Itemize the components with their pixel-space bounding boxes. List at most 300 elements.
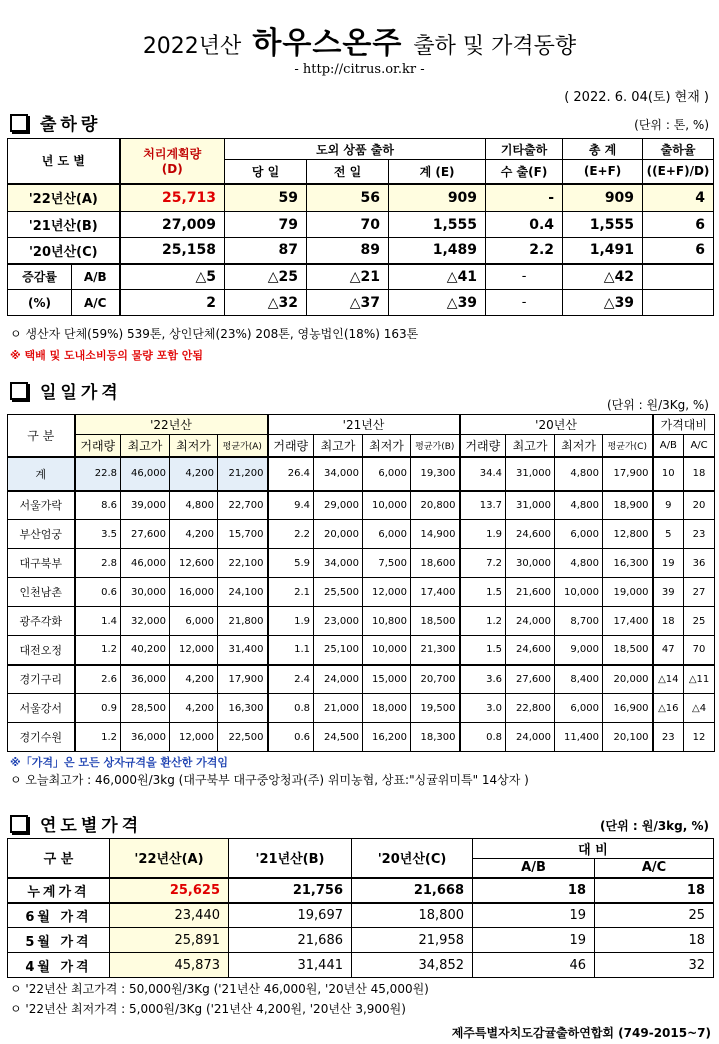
col-sum: 총 계 <box>563 139 643 160</box>
daily-section-header <box>10 378 122 403</box>
price-cell: 19,000 <box>603 578 653 607</box>
price-cell: 22.8 <box>75 457 121 491</box>
daily-note-price: ※「가격」은 모든 상자규격을 환산한 가격임 <box>10 756 229 769</box>
price-cell: 18 <box>595 878 714 903</box>
cell-plan: 27,009 <box>120 212 225 238</box>
price-cell: 31,000 <box>506 491 555 520</box>
price-cell: 4,800 <box>555 549 603 578</box>
price-cell: 4,200 <box>170 520 218 549</box>
price-cell: 21,300 <box>411 636 460 665</box>
cell-prev: 56 <box>307 184 389 212</box>
price-cell: 27,600 <box>506 665 555 694</box>
cell-sum: △42 <box>563 264 643 290</box>
price-cell: 18,500 <box>411 607 460 636</box>
price-cell: 0.6 <box>75 578 121 607</box>
yearly-price-table <box>7 838 714 978</box>
price-cell: 36,000 <box>121 665 170 694</box>
col-gubun: 구 분 <box>8 839 110 878</box>
price-cell: 12,600 <box>170 549 218 578</box>
cell-total: 1,489 <box>389 238 486 264</box>
table-row <box>8 953 714 978</box>
col-y20: '20년산 <box>460 415 653 435</box>
price-cell: 1.5 <box>460 636 506 665</box>
price-cell: 24,600 <box>506 520 555 549</box>
price-cell: 47 <box>653 636 684 665</box>
col-a: '22년산(A) <box>110 839 229 878</box>
price-cell: 34,000 <box>314 457 363 491</box>
price-cell: 30,000 <box>121 578 170 607</box>
price-cell: 0.6 <box>268 723 314 752</box>
price-cell: 23,000 <box>314 607 363 636</box>
col-ab: A/B <box>653 435 684 457</box>
price-cell: 20,000 <box>314 520 363 549</box>
cell-sum: 909 <box>563 184 643 212</box>
price-cell: 7,500 <box>363 549 411 578</box>
price-cell: 9.4 <box>268 491 314 520</box>
price-cell: 1.4 <box>75 607 121 636</box>
price-cell: 21,958 <box>352 928 473 953</box>
price-cell: 32 <box>595 953 714 978</box>
col-gubun: 구 분 <box>8 415 75 457</box>
price-cell: 12,000 <box>170 723 218 752</box>
price-cell: 30,000 <box>506 549 555 578</box>
price-cell: 40,200 <box>121 636 170 665</box>
table-row <box>8 457 715 491</box>
price-cell: 16,900 <box>603 694 653 723</box>
report-title <box>0 18 719 62</box>
cell-rate: 4 <box>643 184 714 212</box>
yearly-title: 연도별가격 <box>40 816 143 836</box>
price-cell: 25,625 <box>110 878 229 903</box>
table-row <box>8 238 714 264</box>
col-domestic: 도외 상품 출하 <box>225 139 486 160</box>
cell-today: 87 <box>225 238 307 264</box>
price-cell: 17,400 <box>411 578 460 607</box>
col-avg-c: 평균가(C) <box>603 435 653 457</box>
price-cell: 29,000 <box>314 491 363 520</box>
price-cell: 10,800 <box>363 607 411 636</box>
table-row <box>8 723 715 752</box>
price-cell: 46,000 <box>121 457 170 491</box>
col-year: 년 도 별 <box>8 139 120 184</box>
table-row <box>8 636 715 665</box>
price-cell: 2.6 <box>75 665 121 694</box>
price-cell: 4,200 <box>170 665 218 694</box>
report-header <box>0 0 719 110</box>
price-cell: 27,600 <box>121 520 170 549</box>
price-cell: 16,300 <box>603 549 653 578</box>
col-avg-b: 평균가(B) <box>411 435 460 457</box>
cell-today: 79 <box>225 212 307 238</box>
col-vol: 거래량 <box>268 435 314 457</box>
cell-rate: 6 <box>643 212 714 238</box>
yearly-note-min: ㅇ '22년산 최저가격 : 5,000원/3Kg ('21년산 4,200원, '20년산 3,900원) <box>10 1002 406 1016</box>
price-cell: 3.6 <box>460 665 506 694</box>
price-cell: 32,000 <box>121 607 170 636</box>
price-cell: 21,686 <box>229 928 352 953</box>
price-cell: 4,200 <box>170 457 218 491</box>
price-cell: 18 <box>473 878 595 903</box>
shipment-note-producers: ㅇ 생산자 단체(59%) 539톤, 상인단체(23%) 208톤, 영농법인(18%) 163톤 <box>10 327 419 341</box>
col-b: '21년산(B) <box>229 839 352 878</box>
price-cell: 12,800 <box>603 520 653 549</box>
price-cell: 21,756 <box>229 878 352 903</box>
price-cell: 16,200 <box>363 723 411 752</box>
price-cell: 21,200 <box>218 457 268 491</box>
price-cell: 10 <box>653 457 684 491</box>
price-cell: 31,400 <box>218 636 268 665</box>
price-cell: 34,000 <box>314 549 363 578</box>
price-cell: 14,900 <box>411 520 460 549</box>
title-year: 2022년산 <box>142 34 242 59</box>
pct-label: (%) <box>8 290 72 316</box>
col-rate: 출하율 <box>643 139 714 160</box>
price-cell: 19 <box>653 549 684 578</box>
price-cell: 8.6 <box>75 491 121 520</box>
table-row <box>8 694 715 723</box>
yearly-note-max: ㅇ '22년산 최고가격 : 50,000원/3Kg ('21년산 46,000원, '20년산 45,000원) <box>10 982 429 996</box>
price-cell: 45,873 <box>110 953 229 978</box>
price-cell: 36 <box>684 549 715 578</box>
col-ac: A/C <box>595 859 714 878</box>
price-cell: 19,500 <box>411 694 460 723</box>
price-cell: 10,000 <box>363 491 411 520</box>
price-cell: 39 <box>653 578 684 607</box>
cell-plan: 2 <box>120 290 225 316</box>
price-cell: 8,700 <box>555 607 603 636</box>
price-cell: 1.9 <box>460 520 506 549</box>
price-cell: 23 <box>684 520 715 549</box>
price-cell: 2.1 <box>268 578 314 607</box>
price-cell: 13.7 <box>460 491 506 520</box>
table-row <box>8 491 715 520</box>
row-label: A/B <box>72 264 120 290</box>
market-name: 서울가락 <box>8 491 75 520</box>
price-cell: 6,000 <box>170 607 218 636</box>
col-y21: '21년산 <box>268 415 460 435</box>
price-cell: 11,400 <box>555 723 603 752</box>
table-row <box>8 520 715 549</box>
price-cell: 16,000 <box>170 578 218 607</box>
col-sum-sub: (E+F) <box>563 160 643 184</box>
price-cell: 9 <box>653 491 684 520</box>
cell-rate <box>643 264 714 290</box>
yearly-unit: (단위 : 원/3kg, %) <box>600 819 709 833</box>
price-cell: 25 <box>595 903 714 928</box>
cell-today: 59 <box>225 184 307 212</box>
col-lo: 최저가 <box>170 435 218 457</box>
price-cell: 18,800 <box>352 903 473 928</box>
price-cell: 70 <box>684 636 715 665</box>
cell-export: - <box>486 264 563 290</box>
price-cell: 25,891 <box>110 928 229 953</box>
price-cell: 22,800 <box>506 694 555 723</box>
cell-export: - <box>486 184 563 212</box>
col-cmp: 대 비 <box>473 839 714 859</box>
table-row <box>8 184 714 212</box>
price-cell: 1.2 <box>75 636 121 665</box>
price-cell: 20 <box>684 491 715 520</box>
price-cell: 10,000 <box>363 636 411 665</box>
cell-prev: △21 <box>307 264 389 290</box>
table-row <box>8 665 715 694</box>
price-cell: 6,000 <box>363 457 411 491</box>
price-cell: 17,900 <box>218 665 268 694</box>
col-rate-sub: ((E+F)/D) <box>643 160 714 184</box>
price-cell: △4 <box>684 694 715 723</box>
period-name: 6월 가격 <box>8 903 110 928</box>
market-name: 대전오정 <box>8 636 75 665</box>
price-cell: 3.0 <box>460 694 506 723</box>
price-cell: 1.2 <box>75 723 121 752</box>
market-name: 경기구리 <box>8 665 75 694</box>
col-prev: 전 일 <box>307 160 389 184</box>
price-cell: 21,600 <box>506 578 555 607</box>
period-name: 누계가격 <box>8 878 110 903</box>
checkbox-icon <box>10 114 28 132</box>
price-cell: 2.4 <box>268 665 314 694</box>
price-cell: 1.2 <box>460 607 506 636</box>
daily-title: 일일가격 <box>40 383 122 403</box>
price-cell: 8,400 <box>555 665 603 694</box>
col-hi: 최고가 <box>506 435 555 457</box>
col-hi: 최고가 <box>121 435 170 457</box>
price-cell: 6,000 <box>363 520 411 549</box>
period-name: 5월 가격 <box>8 928 110 953</box>
price-cell: 0.8 <box>460 723 506 752</box>
price-cell: 6,000 <box>555 694 603 723</box>
price-cell: 18 <box>684 457 715 491</box>
title-product: 하우스온주 <box>252 26 403 61</box>
price-cell: 23,440 <box>110 903 229 928</box>
col-hi: 최고가 <box>314 435 363 457</box>
price-cell: 18,900 <box>603 491 653 520</box>
price-cell: 17,400 <box>603 607 653 636</box>
col-other: 기타출하 <box>486 139 563 160</box>
price-cell: 4,800 <box>555 491 603 520</box>
cell-today: △25 <box>225 264 307 290</box>
col-y22: '22년산 <box>75 415 268 435</box>
price-cell: 24,000 <box>506 723 555 752</box>
price-cell: 19,300 <box>411 457 460 491</box>
price-cell: 39,000 <box>121 491 170 520</box>
cell-sum: 1,555 <box>563 212 643 238</box>
price-cell: 36,000 <box>121 723 170 752</box>
col-cmp: 가격대비 <box>653 415 715 435</box>
price-cell: 3.5 <box>75 520 121 549</box>
cell-plan: 25,713 <box>120 184 225 212</box>
price-cell: 18 <box>653 607 684 636</box>
shipment-unit: (단위 : 톤, %) <box>634 118 709 132</box>
cell-sum: △39 <box>563 290 643 316</box>
shipment-note-excluded: ※ 택배 및 도내소비등의 물량 포함 안됨 <box>10 349 204 362</box>
price-cell: 15,000 <box>363 665 411 694</box>
price-cell: 46,000 <box>121 549 170 578</box>
table-row <box>8 212 714 238</box>
daily-rows <box>8 457 715 752</box>
table-row <box>8 928 714 953</box>
price-cell: 26.4 <box>268 457 314 491</box>
cell-rate <box>643 290 714 316</box>
change-label: 증감률 <box>8 264 72 290</box>
price-cell: 6,000 <box>555 520 603 549</box>
shipment-table <box>7 138 714 316</box>
price-cell: 18,500 <box>603 636 653 665</box>
price-cell: 27 <box>684 578 715 607</box>
price-cell: 28,500 <box>121 694 170 723</box>
price-cell: 22,100 <box>218 549 268 578</box>
price-cell: 46 <box>473 953 595 978</box>
price-cell: △14 <box>653 665 684 694</box>
daily-unit: (단위 : 원/3Kg, %) <box>606 398 709 412</box>
yearly-rows <box>8 878 714 978</box>
price-cell: 18 <box>595 928 714 953</box>
cell-prev: △37 <box>307 290 389 316</box>
col-lo: 최저가 <box>555 435 603 457</box>
col-vol: 거래량 <box>75 435 121 457</box>
table-row <box>8 903 714 928</box>
yearly-section-header <box>10 811 142 836</box>
price-cell: 18,600 <box>411 549 460 578</box>
cell-prev: 89 <box>307 238 389 264</box>
table-row <box>8 607 715 636</box>
shipment-section-header <box>10 110 101 135</box>
price-cell: 5 <box>653 520 684 549</box>
row-label: '20년산(C) <box>8 238 120 264</box>
price-cell: 34.4 <box>460 457 506 491</box>
shipment-title: 출하량 <box>40 115 102 135</box>
price-cell: 4,800 <box>170 491 218 520</box>
price-cell: 24,500 <box>314 723 363 752</box>
price-cell: 1.5 <box>460 578 506 607</box>
price-cell: 12,000 <box>363 578 411 607</box>
checkbox-icon <box>10 815 28 833</box>
market-name: 경기수원 <box>8 723 75 752</box>
price-cell: 12,000 <box>170 636 218 665</box>
price-cell: 2.8 <box>75 549 121 578</box>
price-cell: 18,000 <box>363 694 411 723</box>
col-ac: A/C <box>684 435 715 457</box>
price-cell: 20,700 <box>411 665 460 694</box>
price-cell: 7.2 <box>460 549 506 578</box>
footer-org: 제주특별자치도감귤출하연합회 (749-2015~7) <box>451 1026 711 1040</box>
price-cell: 25,100 <box>314 636 363 665</box>
price-cell: 9,000 <box>555 636 603 665</box>
cell-total: △41 <box>389 264 486 290</box>
price-cell: 19,697 <box>229 903 352 928</box>
row-label: '21년산(B) <box>8 212 120 238</box>
price-cell: 24,100 <box>218 578 268 607</box>
price-cell: 15,700 <box>218 520 268 549</box>
as-of-date: ( 2022. 6. 04(토) 현재 ) <box>564 90 709 105</box>
price-cell: 34,852 <box>352 953 473 978</box>
price-cell: 16,300 <box>218 694 268 723</box>
daily-price-table <box>7 414 715 752</box>
col-vol: 거래량 <box>460 435 506 457</box>
price-cell: 20,000 <box>603 665 653 694</box>
daily-note-top-price: ㅇ 오늘최고가 : 46,000원/3kg (대구북부 대구중앙청과(주) 위미농협, 상표:"싱귤위미특" 14상자 ) <box>10 773 529 787</box>
price-cell: 21,668 <box>352 878 473 903</box>
price-cell: 4,200 <box>170 694 218 723</box>
price-cell: 21,000 <box>314 694 363 723</box>
table-row <box>8 264 714 290</box>
price-cell: 24,000 <box>314 665 363 694</box>
price-cell: 12 <box>684 723 715 752</box>
row-label: '22년산(A) <box>8 184 120 212</box>
market-name: 광주각화 <box>8 607 75 636</box>
table-row <box>8 578 715 607</box>
price-cell: 25 <box>684 607 715 636</box>
price-cell: 24,600 <box>506 636 555 665</box>
market-name: 서울강서 <box>8 694 75 723</box>
price-cell: 1.1 <box>268 636 314 665</box>
price-cell: 24,000 <box>506 607 555 636</box>
col-export: 수 출(F) <box>486 160 563 184</box>
cell-total: △39 <box>389 290 486 316</box>
cell-plan: △5 <box>120 264 225 290</box>
price-cell: 22,700 <box>218 491 268 520</box>
price-cell: △11 <box>684 665 715 694</box>
market-name: 인천남촌 <box>8 578 75 607</box>
cell-rate: 6 <box>643 238 714 264</box>
price-cell: 20,800 <box>411 491 460 520</box>
col-ab: A/B <box>473 859 595 878</box>
price-cell: 17,900 <box>603 457 653 491</box>
price-cell: 10,000 <box>555 578 603 607</box>
price-cell: 5.9 <box>268 549 314 578</box>
cell-plan: 25,158 <box>120 238 225 264</box>
title-subtitle: 출하 및 가격동향 <box>413 34 577 59</box>
period-name: 4월 가격 <box>8 953 110 978</box>
row-label: A/C <box>72 290 120 316</box>
col-total: 계 (E) <box>389 160 486 184</box>
price-cell: 18,300 <box>411 723 460 752</box>
col-c: '20년산(C) <box>352 839 473 878</box>
price-cell: 19 <box>473 928 595 953</box>
price-cell: △16 <box>653 694 684 723</box>
price-cell: 20,100 <box>603 723 653 752</box>
price-cell: 25,500 <box>314 578 363 607</box>
market-name: 계 <box>8 457 75 491</box>
cell-export: 2.2 <box>486 238 563 264</box>
price-cell: 19 <box>473 903 595 928</box>
price-cell: 2.2 <box>268 520 314 549</box>
price-cell: 23 <box>653 723 684 752</box>
site-url[interactable]: - http://citrus.or.kr - <box>294 62 425 77</box>
price-cell: 31,441 <box>229 953 352 978</box>
price-cell: 21,800 <box>218 607 268 636</box>
cell-export: 0.4 <box>486 212 563 238</box>
col-avg-a: 평균가(A) <box>218 435 268 457</box>
col-lo: 최저가 <box>363 435 411 457</box>
price-cell: 22,500 <box>218 723 268 752</box>
price-cell: 0.9 <box>75 694 121 723</box>
cell-sum: 1,491 <box>563 238 643 264</box>
cell-export: - <box>486 290 563 316</box>
market-name: 대구북부 <box>8 549 75 578</box>
col-today: 당 일 <box>225 160 307 184</box>
price-cell: 31,000 <box>506 457 555 491</box>
price-cell: 1.9 <box>268 607 314 636</box>
cell-total: 909 <box>389 184 486 212</box>
cell-prev: 70 <box>307 212 389 238</box>
cell-total: 1,555 <box>389 212 486 238</box>
price-cell: 4,800 <box>555 457 603 491</box>
table-row <box>8 290 714 316</box>
price-cell: 0.8 <box>268 694 314 723</box>
checkbox-icon <box>10 382 28 400</box>
col-plan: 처리계획량 (D) <box>120 139 225 184</box>
